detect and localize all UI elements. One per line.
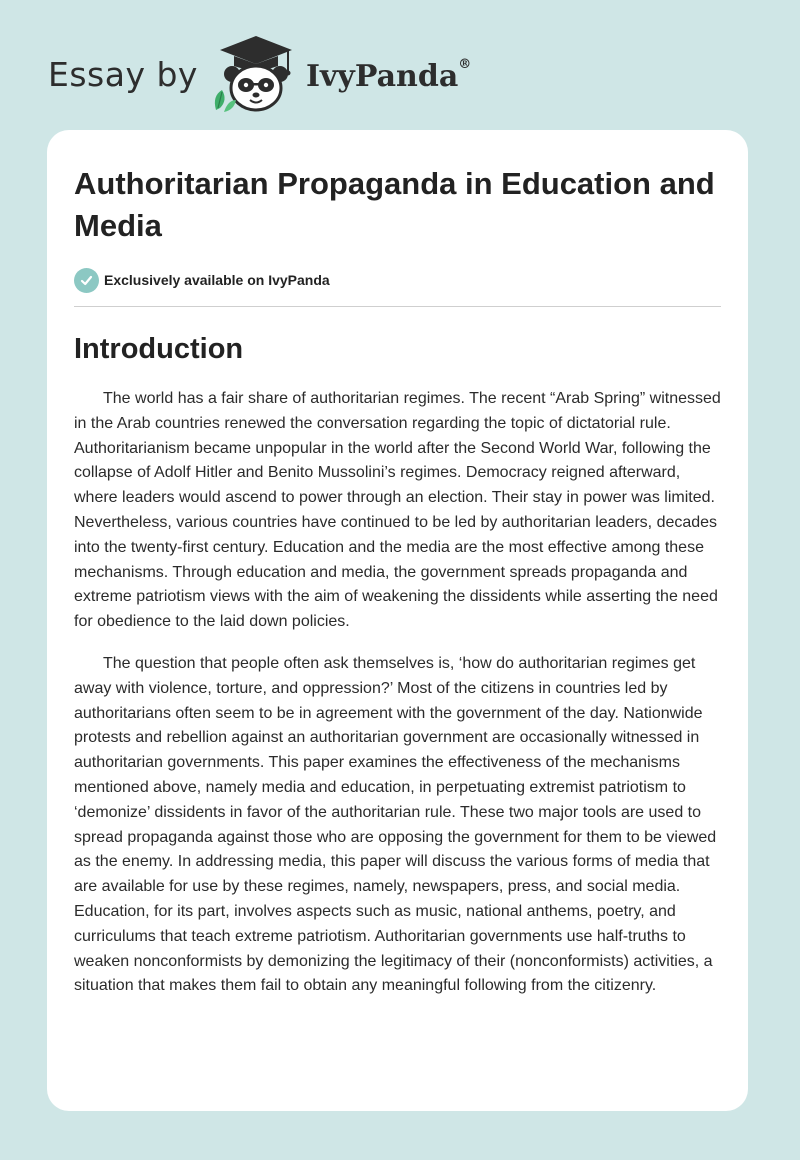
- paragraph: The world has a fair share of authoritarian regimes. The recent “Arab Spring” witnessed in the Arab countries renewed the conversation regarding the topic of dictatorial rule. Authoritarianism became unpopular in the world after the Second World War, following the collapse of Adolf Hitler and Benito Mussolini’s regimes. Democracy reigned afterward, where leaders would ascend to power through an election. Their stay in power was limited. Nevertheless, various countries have continued to be led by authoritarian leaders, decades into the twenty-first century. Education and the media are the most effective among these mechanisms. Through education and media, the government spreads propaganda and extreme patriotism views with the aim of weakening the dissidents while asserting the need for obedience to the laid down policies.: [74, 390, 721, 631]
- brand-header[interactable]: [48, 34, 471, 114]
- section-heading-introduction: Introduction: [74, 333, 244, 365]
- article-title: Authoritarian Propaganda in Education and Media: [74, 166, 715, 243]
- brand-prefix: Essay by: [48, 54, 198, 94]
- exclusive-badge: [74, 266, 721, 294]
- article-card: [47, 130, 748, 1111]
- panda-graduate-logo-icon: [210, 34, 302, 114]
- divider: [74, 306, 721, 307]
- brand-name: IvyPanda®: [305, 56, 472, 94]
- check-icon: [74, 268, 99, 293]
- registered-mark: ®: [458, 56, 472, 72]
- paragraph: The question that people often ask themselves is, ‘how do authoritarian regimes get away with violence, torture, and oppression?’ Most of the citizens in countries led by authoritarians often seem to be in agreement with the government of the day. Nationwide protests and rebellion against an authoritarian government are occasionally witnessed in authoritarian governments. This paper examines the effectiveness of the mechanisms mentioned above, namely media and education, in perpetuating extremist patriotism to ‘demonize’ dissidents in favor of the authoritarian rule. These two major tools are used to spread propaganda against those who are opposing the government for them to be viewed as the enemy. In addressing media, this paper will discuss the various forms of media that are available for use by these regimes, namely, newspapers, press, and social media. Education, for its part, involves aspects such as music, national anthems, poetry, and curriculums that teach extreme patriotism. Authoritarian governments use half-truths to weaken nonconformists by demonizing the legitimacy of their (nonconformists) activities, a situation that makes them fail to obtain any meaningful following from the citizenry.: [74, 654, 717, 995]
- exclusive-badge-text: Exclusively available on IvyPanda: [104, 272, 330, 288]
